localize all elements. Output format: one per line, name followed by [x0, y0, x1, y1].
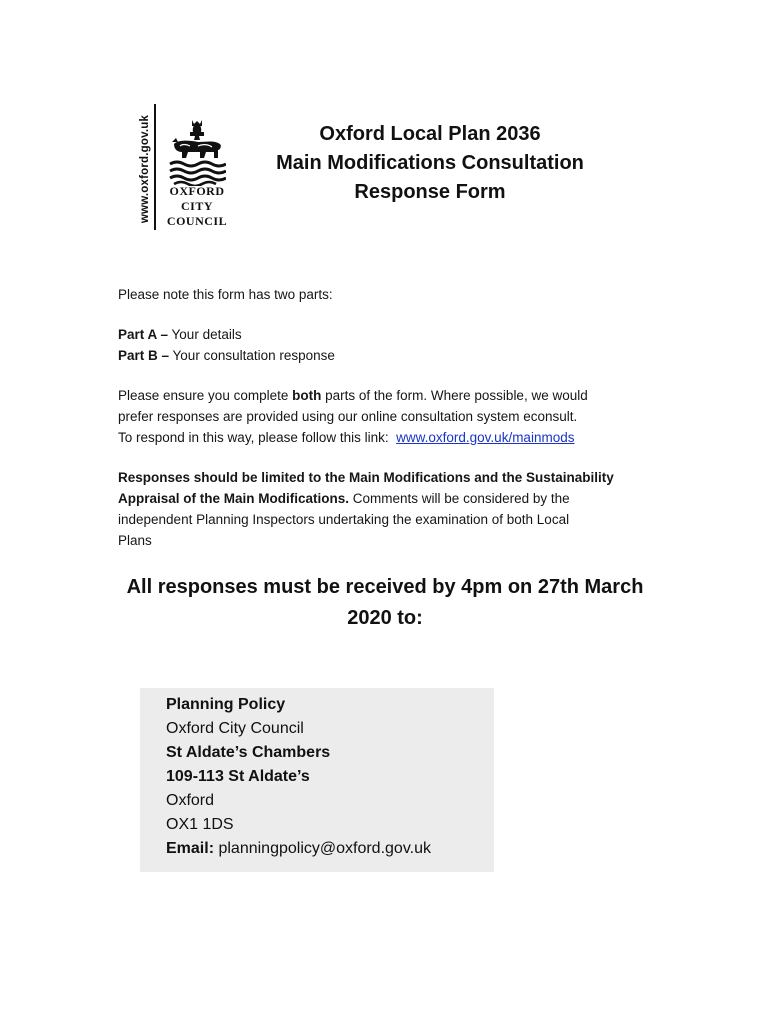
deadline-line-2: 2020 to: [347, 607, 423, 629]
ensure-paragraph [118, 385, 658, 448]
intro-note [118, 284, 658, 305]
address-line: Planning Policy [166, 696, 286, 713]
parts-list [118, 324, 658, 366]
ensure-pre: Please ensure you complete [118, 388, 293, 403]
intro-note-text: Please note this form has two parts: [118, 287, 333, 302]
part-a-label: Part A – [118, 327, 169, 342]
address-line: St Aldate’s Chambers [166, 744, 331, 761]
ensure-line-1 [118, 385, 658, 406]
limits-line-4: Plans [118, 533, 152, 548]
limits-line-1 [118, 467, 658, 488]
logo-name-line: CITY [180, 199, 213, 213]
logo-url-label: www.oxford.gov.uk [139, 114, 151, 224]
deadline-line-1: All responses must be received by 4pm on 27th March [126, 576, 644, 598]
ox-crest-icon [168, 120, 226, 186]
email-address[interactable]: planningpolicy@oxford.gov.uk [214, 840, 431, 857]
title-line-2: Main Modifications Consultation [276, 152, 584, 174]
part-b-text: Your consultation response [169, 348, 335, 363]
ensure-post: parts of the form. Where possible, we would [321, 388, 588, 403]
part-a-text: Your details [168, 327, 242, 342]
part-b-label: Part B – [118, 348, 170, 363]
address-line: Oxford City Council [166, 720, 304, 737]
email-label: Email: [166, 840, 215, 857]
limits-line-2 [118, 488, 658, 509]
address-line: OX1 1DS [166, 816, 234, 833]
address-box [140, 688, 494, 872]
logo-name-line: COUNCIL [166, 214, 228, 228]
address-line: 109-113 St Aldate’s [166, 768, 310, 785]
logo-divider [154, 104, 156, 230]
limits-post-2: Comments will be considered by the [349, 491, 570, 506]
deadline-heading [100, 572, 670, 634]
ensure-line-3 [118, 427, 658, 448]
logo-url-text [134, 110, 156, 228]
email-line [166, 837, 494, 861]
ensure-line-3-text: To respond in this way, please follow this link: [118, 430, 397, 445]
page-title [240, 120, 620, 207]
limits-bold-1: Responses should be limited to the Main Modifications and the Sustainability [118, 470, 614, 485]
mainmods-link[interactable]: www.oxford.gov.uk/mainmods [396, 430, 575, 445]
title-line-3: Response Form [354, 181, 506, 203]
logo-wordmark [162, 184, 232, 229]
part-a-line [118, 324, 658, 345]
ensure-line-2: prefer responses are provided using our online consultation system econsult. [118, 409, 578, 424]
form-instructions [118, 284, 658, 570]
limits-bold-2: Appraisal of the Main Modifications. [118, 491, 350, 506]
ensure-bold: both [292, 388, 322, 403]
part-b-line [118, 345, 658, 366]
logo-name-line: OXFORD [169, 184, 225, 198]
title-line-1: Oxford Local Plan 2036 [319, 123, 541, 145]
limits-line-3: independent Planning Inspectors undertaking the examination of both Local [118, 512, 570, 527]
address-line: Oxford [166, 792, 215, 809]
limits-paragraph [118, 467, 658, 551]
